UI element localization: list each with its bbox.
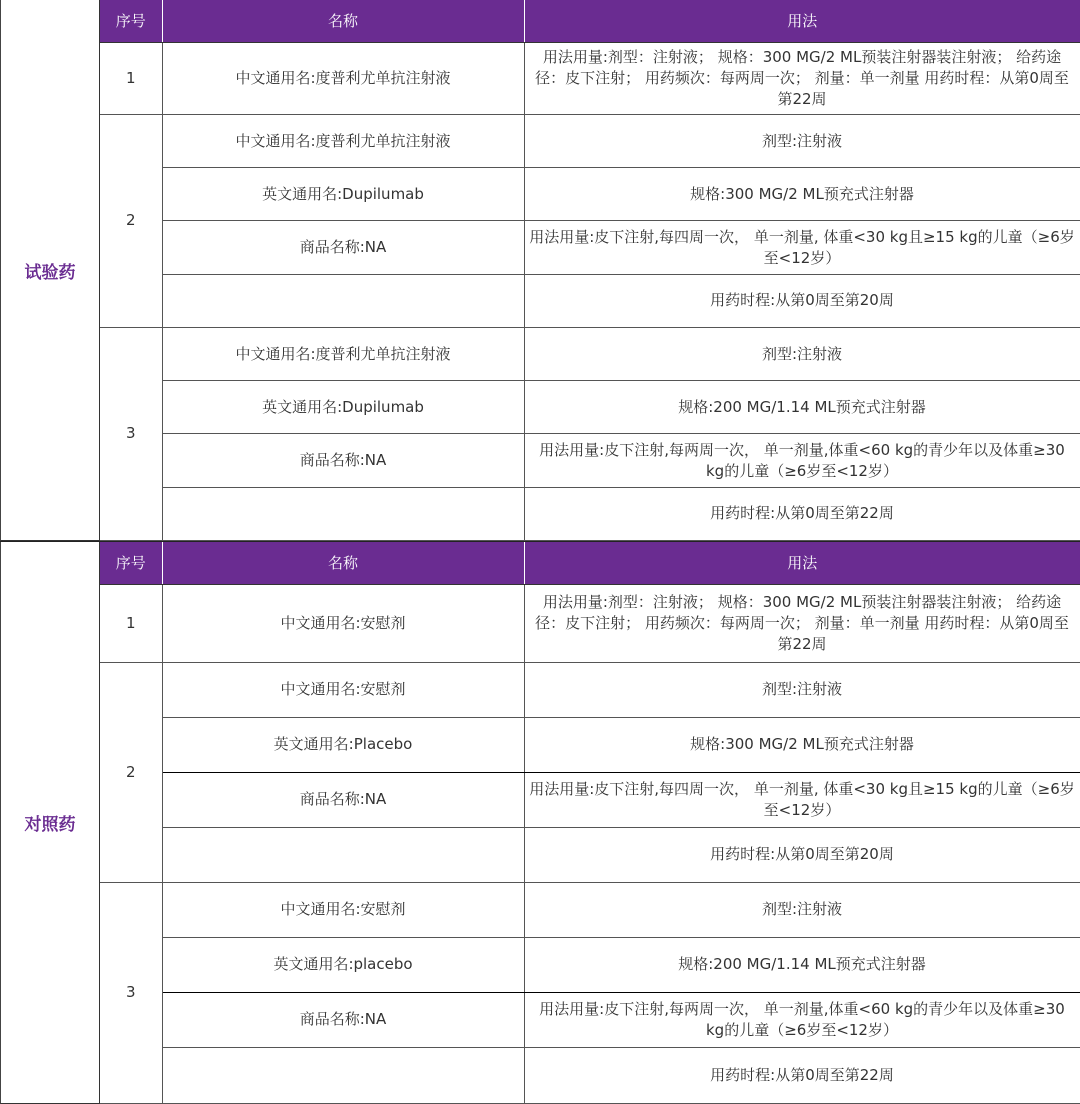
table-row <box>100 221 1080 274</box>
header-name: 名称 <box>162 0 524 42</box>
drug-table <box>100 0 1080 541</box>
drug-name: 中文通用名:安慰剂 <box>162 662 524 717</box>
drug-usage: 规格:300 MG/2 ML预充式注射器 <box>524 168 1080 221</box>
drug-name: 商品名称:NA <box>162 221 524 274</box>
drug-name <box>162 274 524 327</box>
drug-name: 英文通用名:placebo <box>162 937 524 992</box>
drug-name: 英文通用名:Dupilumab <box>162 168 524 221</box>
table-row <box>100 584 1080 662</box>
header-usage: 用法 <box>524 542 1080 584</box>
table-row <box>100 662 1080 717</box>
drug-name <box>162 1047 524 1103</box>
drug-usage: 用药时程:从第0周至第20周 <box>524 827 1080 882</box>
drug-usage: 剂型:注射液 <box>524 662 1080 717</box>
drug-name: 英文通用名:Placebo <box>162 717 524 772</box>
drug-name <box>162 827 524 882</box>
drug-usage: 用法用量:剂型：注射液； 规格：300 MG/2 ML预装注射器装注射液； 给药途径：皮下注射； 用药频次：每两周一次； 剂量：单一剂量 用药时程：从第0周至第22周 <box>524 584 1080 662</box>
table-row <box>100 274 1080 327</box>
header-num: 序号 <box>100 0 162 42</box>
drug-usage: 规格:300 MG/2 ML预充式注射器 <box>524 717 1080 772</box>
item-number: 1 <box>100 42 162 114</box>
table-row <box>100 434 1080 487</box>
drug-usage: 规格:200 MG/1.14 ML预充式注射器 <box>524 937 1080 992</box>
item-number: 1 <box>100 584 162 662</box>
drug-usage: 用法用量:皮下注射,每四周一次， 单一剂量, 体重<30 kg且≥15 kg的儿童（≥6岁至<12岁） <box>524 221 1080 274</box>
item-number: 3 <box>100 327 162 540</box>
table-row <box>100 992 1080 1047</box>
table-row <box>100 115 1080 168</box>
item-number: 3 <box>100 882 162 1103</box>
drug-name: 中文通用名:度普利尤单抗注射液 <box>162 115 524 168</box>
table-row <box>100 827 1080 882</box>
drug-usage: 规格:200 MG/1.14 ML预充式注射器 <box>524 381 1080 434</box>
drug-name: 商品名称:NA <box>162 772 524 827</box>
table-row <box>100 327 1080 380</box>
header-row <box>100 0 1080 42</box>
drug-usage: 用药时程:从第0周至第22周 <box>524 487 1080 540</box>
section-test-drug <box>0 0 1080 541</box>
drug-name: 中文通用名:度普利尤单抗注射液 <box>162 42 524 114</box>
table-row <box>100 1047 1080 1103</box>
drug-name: 中文通用名:安慰剂 <box>162 584 524 662</box>
table-row <box>100 937 1080 992</box>
drug-name: 商品名称:NA <box>162 434 524 487</box>
item-number: 2 <box>100 662 162 882</box>
drug-usage: 剂型:注射液 <box>524 327 1080 380</box>
table-row <box>100 487 1080 540</box>
drug-name: 英文通用名:Dupilumab <box>162 381 524 434</box>
table-row <box>100 717 1080 772</box>
drug-usage: 剂型:注射液 <box>524 115 1080 168</box>
group-label: 对照药 <box>0 542 100 1104</box>
drug-usage: 用法用量:剂型：注射液； 规格：300 MG/2 ML预装注射器装注射液； 给药途径：皮下注射； 用药频次：每两周一次； 剂量：单一剂量 用药时程：从第0周至第22周 <box>524 42 1080 114</box>
table-row <box>100 42 1080 114</box>
drug-usage: 用药时程:从第0周至第20周 <box>524 274 1080 327</box>
drug-name: 中文通用名:安慰剂 <box>162 882 524 937</box>
drug-usage: 用药时程:从第0周至第22周 <box>524 1047 1080 1103</box>
drug-usage: 用法用量:皮下注射,每两周一次， 单一剂量,体重<60 kg的青少年以及体重≥30 kg的儿童（≥6岁至<12岁） <box>524 434 1080 487</box>
drug-usage: 用法用量:皮下注射,每两周一次， 单一剂量,体重<60 kg的青少年以及体重≥30 kg的儿童（≥6岁至<12岁） <box>524 992 1080 1047</box>
header-name: 名称 <box>162 542 524 584</box>
drug-name <box>162 487 524 540</box>
item-number: 2 <box>100 115 162 328</box>
drug-usage: 剂型:注射液 <box>524 882 1080 937</box>
header-row <box>100 542 1080 584</box>
drug-name: 中文通用名:度普利尤单抗注射液 <box>162 327 524 380</box>
header-num: 序号 <box>100 542 162 584</box>
table-row <box>100 882 1080 937</box>
table-row <box>100 772 1080 827</box>
group-label: 试验药 <box>0 0 100 541</box>
header-usage: 用法 <box>524 0 1080 42</box>
table-row <box>100 168 1080 221</box>
drug-table <box>100 542 1080 1104</box>
section-control-drug <box>0 541 1080 1104</box>
table-row <box>100 381 1080 434</box>
drug-usage: 用法用量:皮下注射,每四周一次， 单一剂量, 体重<30 kg且≥15 kg的儿童（≥6岁至<12岁） <box>524 772 1080 827</box>
drug-name: 商品名称:NA <box>162 992 524 1047</box>
